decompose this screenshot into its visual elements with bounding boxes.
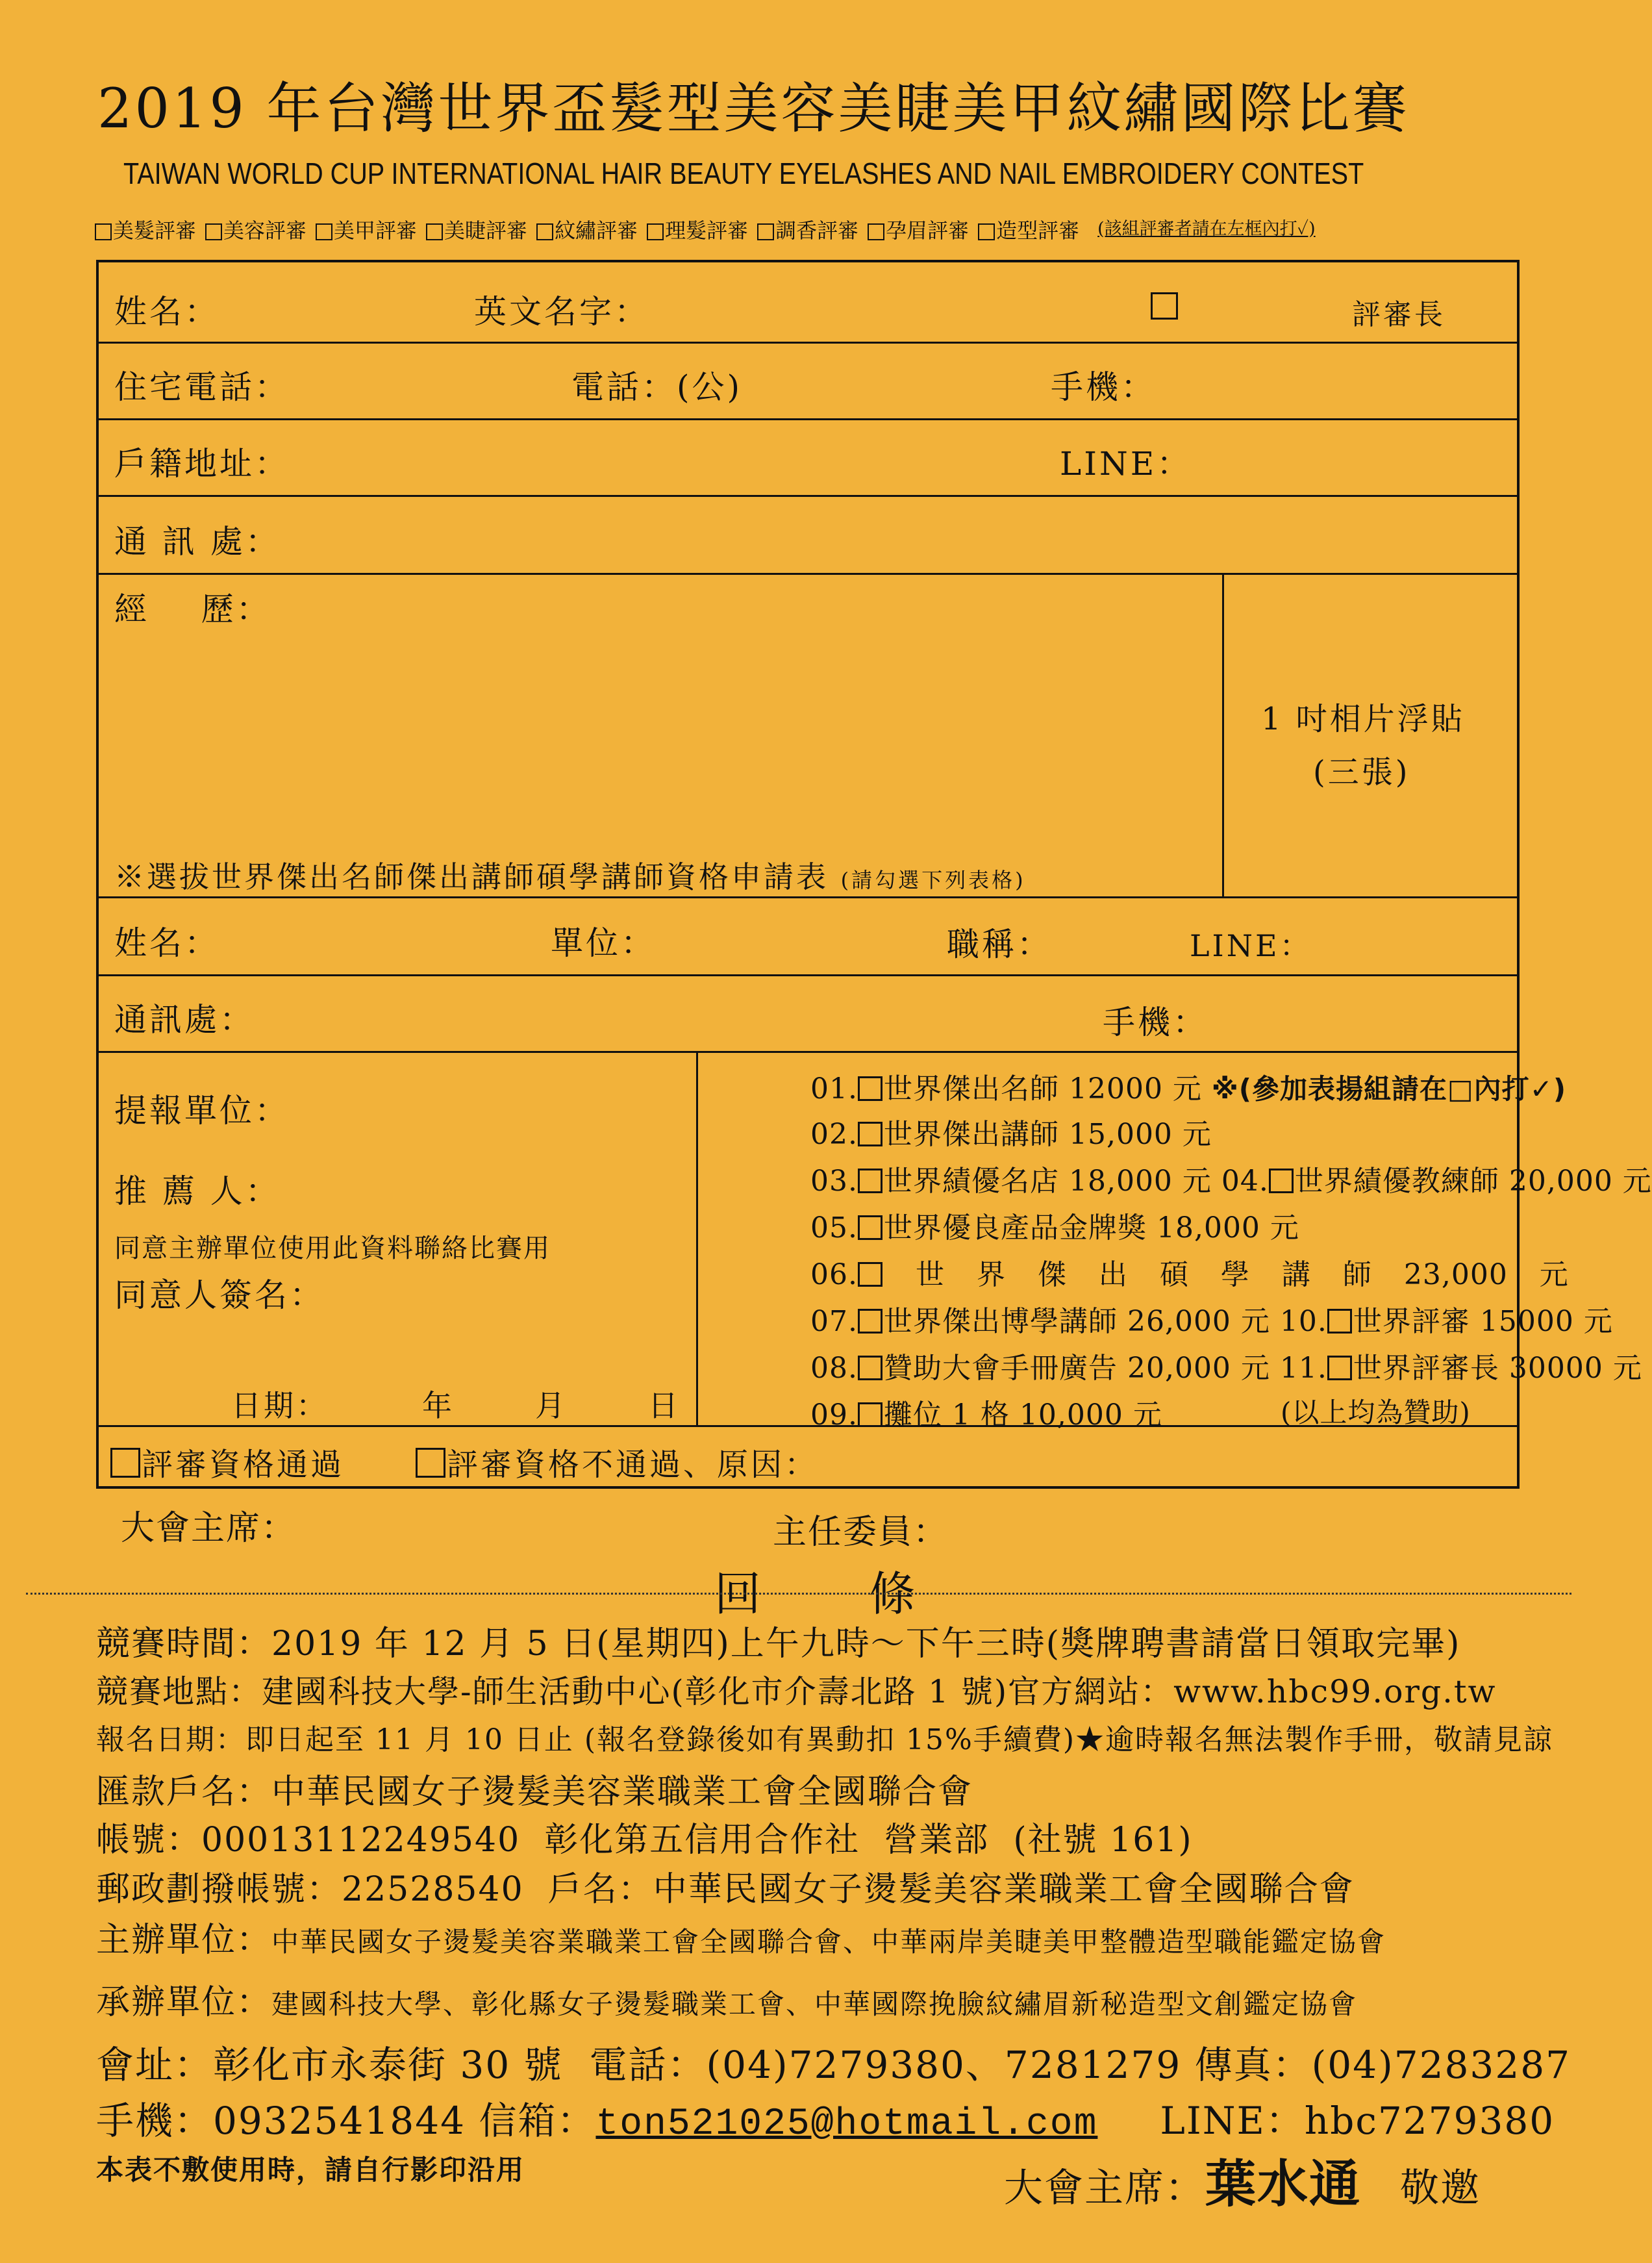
home-phone-field[interactable]: 住宅電話： [114,368,290,406]
divider [99,896,1517,898]
applicant-mailing-field[interactable]: 通訊處： [114,1001,255,1039]
sponsorship-note: (以上均為贊助) [1281,1397,1471,1428]
office-phone-field[interactable]: 電話：(公) [571,368,743,406]
office-address: 會址：彰化市永泰街 30 號 電話：(04)7279380、7281279 傳真：(04)7283287 [96,2043,1571,2087]
option-05[interactable]: 05. 世界優良產品金牌獎 18,000 元 [810,1211,1299,1245]
organizer: 主辦單位：中華民國女子燙髮美容業職業工會全國聯合會、中華兩岸美睫美甲整體造型職能鑑定協會 [96,1921,1386,1960]
english-name-field[interactable]: 英文名字： [474,293,649,331]
applicant-mobile-field[interactable]: 手機： [1103,1004,1208,1041]
category-styling-judge[interactable]: 造型評審 [978,214,1079,244]
judge-category-row [95,214,1316,244]
qualification-rejected[interactable]: 評審資格不通過、原因： [416,1439,818,1484]
registration-period: 報名日期：即日起至 11 月 10 日止 (報名登錄後如有異動扣 15%手續費)★逾時報名無法製作手冊，敬請見諒 [96,1723,1554,1756]
chairman-signature[interactable]: 大會主席： [121,1509,297,1548]
category-beauty-judge[interactable]: 美容評審 [205,214,307,244]
checkbox-icon[interactable] [110,1448,140,1478]
divider [99,418,1517,420]
photo-count: (三張) [1313,754,1410,790]
checkbox-icon[interactable] [316,223,332,240]
contest-title-chinese: 2019 年台灣世界盃髮型美容美睫美甲紋繡國際比賽 [97,77,1410,140]
category-eyelash-judge[interactable]: 美睫評審 [426,214,527,244]
checkbox-icon[interactable] [1151,292,1178,320]
unit-field[interactable]: 單位： [551,924,656,962]
checkbox-icon[interactable] [858,1215,882,1240]
chief-judge-label: 評審長 [1352,298,1446,331]
checkbox-icon[interactable] [536,223,553,240]
application-form [96,260,1652,1489]
photo-instruction: 1 吋相片浮貼 [1261,701,1465,737]
date-label: 日期： [231,1388,329,1423]
divider [99,342,1517,344]
remittance-account-name: 匯款戶名：中華民國女子燙髮美容業職業工會全國聯合會 [96,1773,973,1812]
divider [99,495,1517,497]
mobile-field[interactable]: 手機： [1051,368,1156,406]
option-02[interactable]: 02. 世界傑出講師 15,000 元 [810,1118,1212,1151]
experience-field[interactable]: 經 歷： [114,590,271,628]
contest-venue: 競賽地點：建國科技大學-師生活動中心(彰化市介壽北路 1 號)官方網站：www.hbc99.org.tw [96,1673,1497,1710]
option-08-11[interactable]: 08. 贊助大會手冊廣告 20,000 元 11. 世界評審長 30000 元 [810,1352,1642,1385]
checkbox-icon[interactable] [647,223,664,240]
bank-account: 帳號：00013112249540 彰化第五信用合作社 營業部 (社號 161) [96,1821,1193,1860]
consent-text: 同意主辦單位使用此資料聯絡比賽用 [114,1233,551,1263]
signature-field[interactable]: 同意人簽名： [114,1276,325,1314]
category-barber-judge[interactable]: 理髮評審 [647,214,748,244]
contest-title-english: TAIWAN WORLD CUP INTERNATIONAL HAIR BEAUTY EYELASHES AND NAIL EMBROIDERY CONTEST [123,157,1364,190]
checkbox-icon[interactable] [858,1402,882,1427]
mailing-address-field[interactable]: 通 訊 處： [114,523,281,561]
category-brow-judge[interactable]: 孕眉評審 [868,214,969,244]
checkbox-icon[interactable] [95,223,112,240]
name-field[interactable]: 姓名： [114,293,219,331]
checkbox-icon[interactable] [978,223,995,240]
checkbox-icon[interactable] [858,1262,882,1287]
chief-judge-option[interactable] [1151,287,1179,325]
receipt-title: 回 條 [714,1567,942,1621]
reporting-unit-field[interactable]: 提報單位： [114,1092,290,1130]
category-note: (該組評審者請在左框內打✓) [1097,219,1316,239]
divider [99,974,1517,976]
qualification-approved[interactable]: 評審資格通過 [110,1439,344,1484]
recommender-field[interactable]: 推 薦 人： [114,1172,281,1210]
date-year: 年 [422,1388,455,1423]
divider [99,1051,1517,1053]
date-day: 日 [648,1388,681,1423]
chairman-invitation: 大會主席：葉水通 敬邀 [1004,2155,1481,2214]
checkbox-icon[interactable] [205,223,222,240]
category-hair-judge[interactable]: 美髮評審 [95,214,196,244]
checkbox-icon[interactable] [858,1122,882,1146]
category-fragrance-judge[interactable]: 調香評審 [757,214,858,244]
checkbox-icon[interactable] [858,1356,882,1380]
household-address-field[interactable]: 戶籍地址： [114,445,290,483]
selection-title: ※選拔世界傑出名師傑出講師碩學講師資格申請表 (請勾選下列表格) [114,859,1026,894]
copy-note: 本表不敷使用時，請自行影印沿用 [96,2154,525,2186]
postal-account: 郵政劃撥帳號：22528540 戶名：中華民國女子燙髮美容業職業工會全國聯合會 [96,1870,1355,1909]
checkbox-icon[interactable] [858,1169,882,1193]
line-id-field[interactable]: LINE： [1060,445,1192,483]
category-nail-judge[interactable]: 美甲評審 [316,214,417,244]
divider [99,573,1517,575]
option-03-04[interactable]: 03. 世界績優名店 18,000 元 04. 世界績優教練師 20,000 元 [810,1165,1652,1198]
applicant-line-field[interactable]: LINE： [1190,928,1312,963]
job-title-field[interactable]: 職稱： [947,926,1052,963]
option-01[interactable]: 01. 世界傑出名師 12000 元 ※(參加表揚組請在□內打✓) [810,1072,1567,1106]
checkbox-icon[interactable] [858,1309,882,1334]
checkbox-icon[interactable] [858,1076,882,1101]
checkbox-icon[interactable] [426,223,443,240]
date-month: 月 [535,1388,568,1423]
option-06[interactable]: 06. 世 界 傑 出 碩 學 講 師 23,000 元 [810,1258,1569,1291]
checkbox-icon[interactable] [1327,1356,1352,1380]
divider [696,1051,698,1425]
checkbox-icon[interactable] [416,1448,445,1478]
co-organizer: 承辦單位：建國科技大學、彰化縣女子燙髮職業工會、中華國際挽臉紋繡眉新秘造型文創鑑定協會 [96,1983,1358,2022]
email-link[interactable]: ton521025@hotmail.com [595,2103,1098,2145]
checkbox-icon[interactable] [757,223,774,240]
category-embroidery-judge[interactable]: 紋繡評審 [536,214,638,244]
divider [1222,573,1224,896]
director-signature[interactable]: 主任委員： [773,1513,949,1552]
contact-line: 手機：0932541844 信箱：ton521025@hotmail.com LINE：hbc7279380 [96,2099,1555,2145]
checkbox-icon[interactable] [1269,1169,1294,1193]
checkbox-icon[interactable] [1327,1309,1352,1334]
option-09[interactable]: 09. 攤位 1 格 10,000 元 [810,1398,1162,1432]
applicant-name-field[interactable]: 姓名： [114,924,219,962]
contest-time: 競賽時間：2019 年 12 月 5 日(星期四)上午九時～下午三時(獎牌聘書請當日領取完畢) [96,1625,1461,1663]
option-07-10[interactable]: 07. 世界傑出博學講師 26,000 元 10. 世界評審 15000 元 [810,1305,1613,1338]
cut-line [26,1593,1571,1595]
checkbox-icon[interactable] [868,223,884,240]
